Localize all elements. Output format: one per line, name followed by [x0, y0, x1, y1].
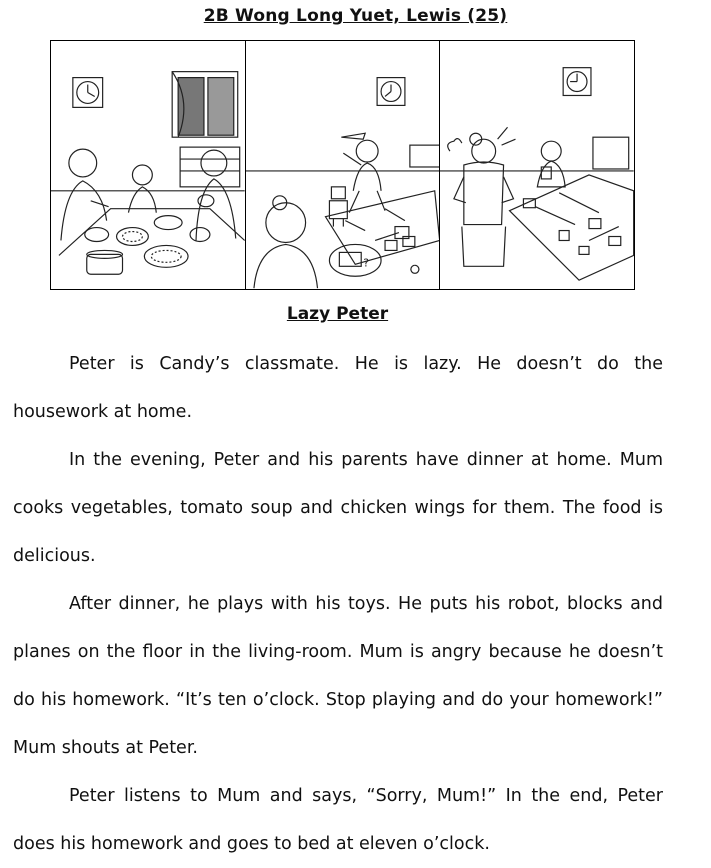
story-paragraph-4: Peter listens to Mum and says, “Sorry, Mum!” In the end, Peter does his homework and goes to bed at eleven o’clock.: [13, 786, 663, 854]
clock-icon: [377, 78, 405, 106]
scattered-blocks-icon: [524, 199, 621, 255]
illustration-strip: [50, 40, 635, 290]
story-title: Lazy Peter: [286, 304, 389, 324]
illustration-panel-dinner: [51, 41, 245, 289]
story-body: [13, 340, 663, 868]
robot-icon: [329, 187, 347, 227]
child-figure: [128, 165, 156, 213]
mother-back-figure: [254, 196, 318, 288]
student-name-header: 2B Wong Long Yuet, Lewis (25): [203, 6, 508, 26]
angry-scene: [440, 41, 634, 289]
story-paragraph-1: Peter is Candy’s classmate. He is lazy. He doesn’t do the housework at home.: [13, 354, 663, 422]
father-figure: [61, 149, 109, 240]
dishes-icon: [85, 216, 210, 275]
illustration-panel-playing: [245, 41, 440, 289]
clock-icon: [563, 68, 591, 96]
svg-text:?: ?: [362, 256, 369, 270]
story-paragraph-3: After dinner, he plays with his toys. He puts his robot, blocks and planes on the floor in the living-room. Mum is angry because he doesn’t do his homework. “It’s ten o’clock. Stop playing and do your homework!” Mum shouts at Peter.: [13, 594, 663, 758]
boy-figure: [341, 133, 385, 212]
blocks-icon: [385, 227, 415, 251]
angry-mother-figure: [448, 127, 516, 266]
clock-icon: [73, 78, 103, 108]
playing-scene: [246, 41, 440, 289]
thought-bubble-icon: [329, 244, 381, 276]
story-paragraph-2: In the evening, Peter and his parents have dinner at home. Mum cooks vegetables, tomato soup and chicken wings for them. The food is delicious.: [13, 450, 663, 566]
dinner-scene: [51, 41, 245, 289]
window-icon: [172, 72, 238, 138]
illustration-panel-angry: [439, 41, 634, 289]
boy-sitting-figure: [538, 141, 566, 187]
